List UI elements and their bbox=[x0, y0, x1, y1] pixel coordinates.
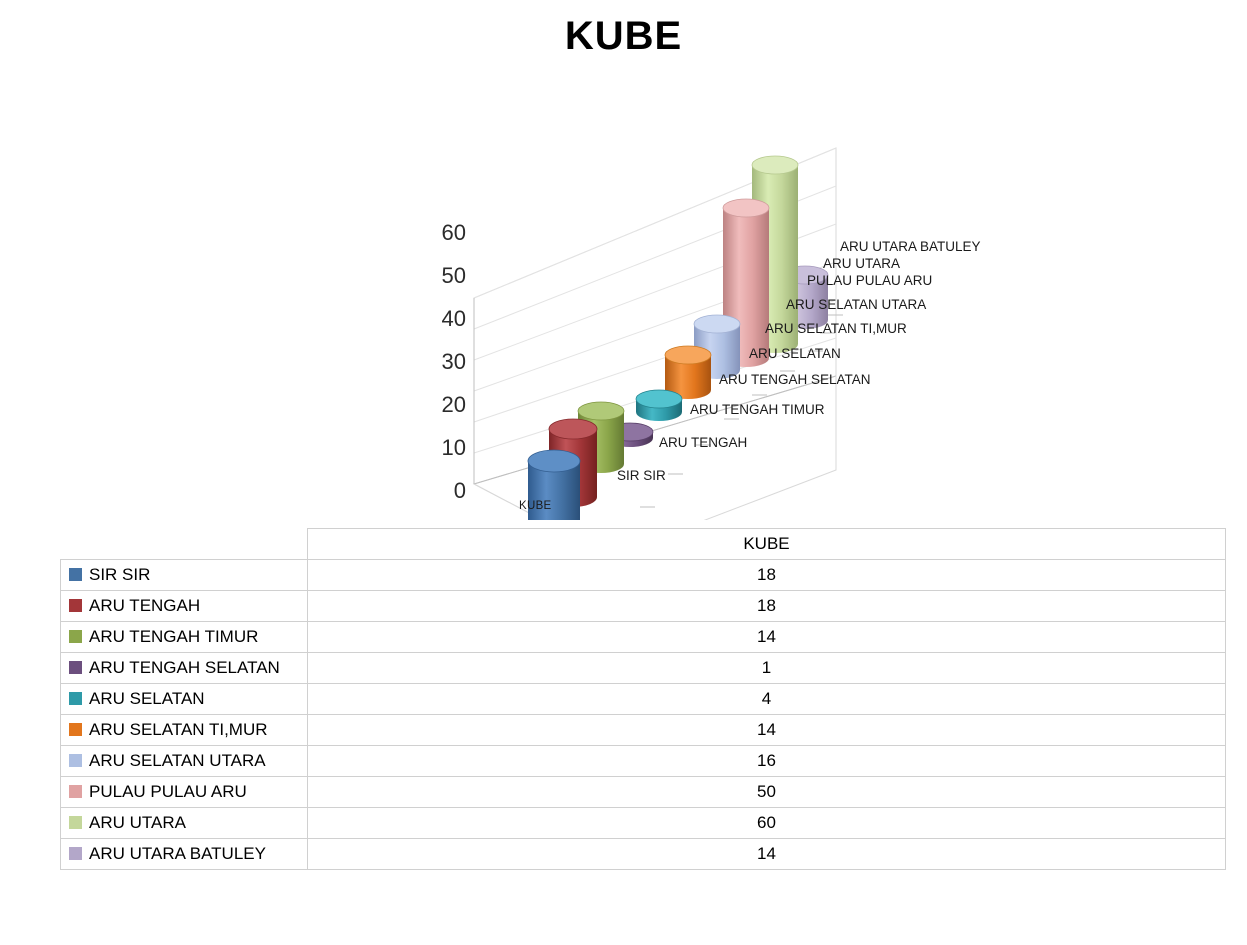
y-tick-40: 40 bbox=[441, 306, 466, 331]
table-row bbox=[61, 777, 1226, 808]
depth-label-sir-sir: SIR SIR bbox=[617, 468, 666, 483]
chart-plot-area bbox=[0, 70, 1247, 520]
depth-label-aru-tengah-selatan: ARU TENGAH SELATAN bbox=[719, 372, 871, 387]
table-row-value-aru-selatan-utara: 16 bbox=[308, 746, 1226, 777]
table-row-label-pulau-pulau-aru bbox=[61, 777, 308, 808]
legend-swatch-pulau-pulau-aru bbox=[69, 785, 82, 798]
table-row-label-sir-sir bbox=[61, 560, 308, 591]
legend-swatch-aru-tengah-selatan bbox=[69, 661, 82, 674]
y-tick-30: 30 bbox=[441, 349, 466, 374]
row-label-text: ARU SELATAN TI,MUR bbox=[89, 720, 268, 739]
legend-swatch-aru-utara-batuley bbox=[69, 847, 82, 860]
depth-label-aru-utara: ARU UTARA bbox=[823, 256, 901, 271]
depth-label-aru-tengah-timur: ARU TENGAH TIMUR bbox=[690, 402, 825, 417]
y-tick-50: 50 bbox=[441, 263, 466, 288]
table-row bbox=[61, 653, 1226, 684]
chart-3d-scene bbox=[0, 70, 1247, 520]
row-label-text: ARU UTARA bbox=[89, 813, 186, 832]
table-row-value-aru-tengah-timur: 14 bbox=[308, 622, 1226, 653]
table-row-value-aru-utara-batuley: 14 bbox=[308, 839, 1226, 870]
table-header-value: KUBE bbox=[308, 529, 1226, 560]
table-row bbox=[61, 684, 1226, 715]
row-label-text: ARU SELATAN bbox=[89, 689, 205, 708]
y-tick-10: 10 bbox=[441, 435, 466, 460]
table-row-value-aru-tengah: 18 bbox=[308, 591, 1226, 622]
table-header-row bbox=[61, 529, 1226, 560]
table-row bbox=[61, 808, 1226, 839]
row-label-text: ARU TENGAH TIMUR bbox=[89, 627, 259, 646]
legend-swatch-aru-selatan-timur bbox=[69, 723, 82, 736]
table-row-value-sir-sir: 18 bbox=[308, 560, 1226, 591]
depth-label-aru-selatan-utara: ARU SELATAN UTARA bbox=[786, 297, 927, 312]
table-row-value-aru-selatan-timur: 14 bbox=[308, 715, 1226, 746]
bar-aru-selatan-timur bbox=[665, 346, 711, 399]
table-row-label-aru-utara bbox=[61, 808, 308, 839]
row-label-text: PULAU PULAU ARU bbox=[89, 782, 247, 801]
legend-swatch-sir-sir bbox=[69, 568, 82, 581]
table-row-label-aru-utara-batuley bbox=[61, 839, 308, 870]
table-row bbox=[61, 591, 1226, 622]
table-row-value-aru-utara: 60 bbox=[308, 808, 1226, 839]
x-axis-label: KUBE bbox=[519, 500, 552, 512]
row-label-text: SIR SIR bbox=[89, 565, 151, 584]
depth-label-pulau-pulau-aru: PULAU PULAU ARU bbox=[807, 273, 933, 288]
table-row bbox=[61, 560, 1226, 591]
depth-label-aru-tengah: ARU TENGAH bbox=[659, 435, 748, 450]
table-row-label-aru-tengah bbox=[61, 591, 308, 622]
table-row-label-aru-tengah-timur bbox=[61, 622, 308, 653]
table-row-label-aru-selatan-timur bbox=[61, 715, 308, 746]
row-label-text: ARU UTARA BATULEY bbox=[89, 844, 266, 863]
table-row bbox=[61, 715, 1226, 746]
table-row-label-aru-selatan bbox=[61, 684, 308, 715]
legend-swatch-aru-tengah-timur bbox=[69, 630, 82, 643]
legend-swatch-aru-tengah bbox=[69, 599, 82, 612]
legend-swatch-aru-selatan-utara bbox=[69, 754, 82, 767]
table-row bbox=[61, 839, 1226, 870]
table-row-value-pulau-pulau-aru: 50 bbox=[308, 777, 1226, 808]
y-tick-20: 20 bbox=[441, 392, 466, 417]
table-row bbox=[61, 622, 1226, 653]
table-row bbox=[61, 746, 1226, 777]
y-tick-0: 0 bbox=[453, 478, 466, 503]
y-tick-60: 60 bbox=[441, 220, 466, 245]
depth-label-aru-utara-batuley: ARU UTARA BATULEY bbox=[840, 239, 981, 254]
table-row-value-aru-tengah-selatan: 1 bbox=[308, 653, 1226, 684]
depth-label-aru-selatan-timur: ARU SELATAN TI,MUR bbox=[765, 321, 907, 336]
table-row-label-aru-selatan-utara bbox=[61, 746, 308, 777]
chart-title: KUBE bbox=[564, 14, 683, 58]
table-row-label-aru-tengah-selatan bbox=[61, 653, 308, 684]
row-label-text: ARU TENGAH bbox=[89, 596, 201, 615]
data-table bbox=[60, 528, 1226, 870]
legend-swatch-aru-selatan bbox=[69, 692, 82, 705]
depth-label-aru-selatan: ARU SELATAN bbox=[749, 346, 841, 361]
table-row-value-aru-selatan: 4 bbox=[308, 684, 1226, 715]
row-label-text: ARU SELATAN UTARA bbox=[89, 751, 266, 770]
legend-swatch-aru-utara bbox=[69, 816, 82, 829]
table-corner-cell bbox=[61, 529, 308, 560]
bar-aru-selatan bbox=[636, 390, 682, 421]
row-label-text: ARU TENGAH SELATAN bbox=[89, 658, 280, 677]
